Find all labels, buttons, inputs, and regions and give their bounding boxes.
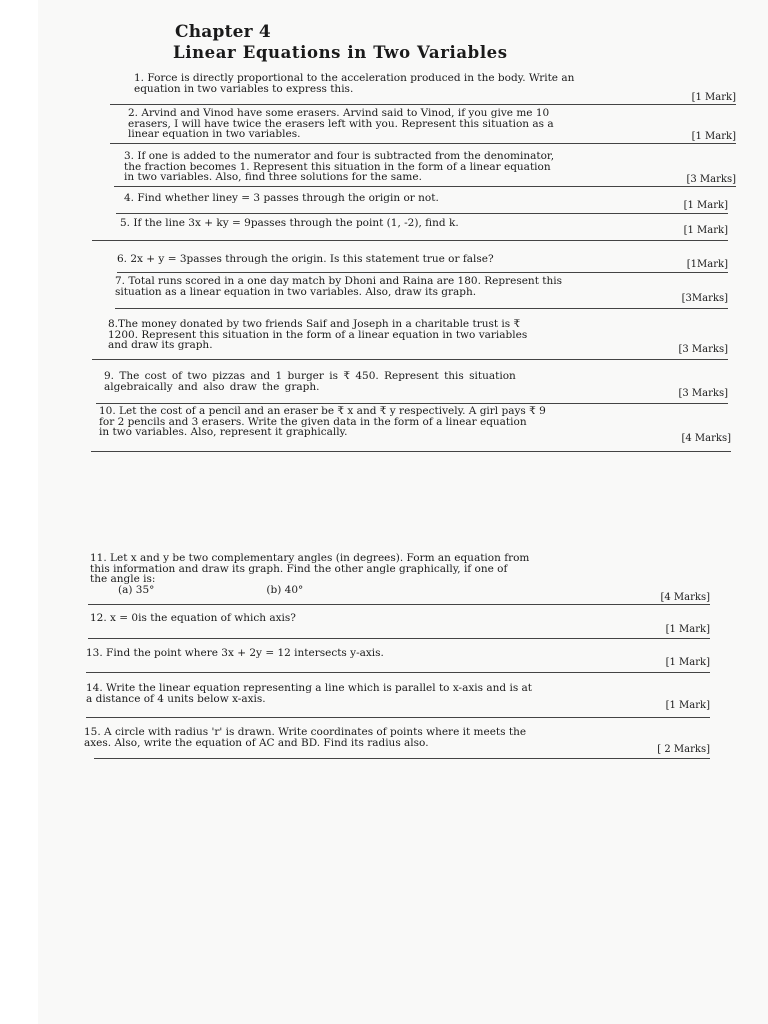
question-text: 7. Total runs scored in a one day match by Dhoni and Raina are 180. Represent this situation as a linear equation in two variables. Also, draw its graph. — [115, 275, 562, 298]
question-3 — [124, 151, 736, 191]
marks-label: [3 Marks] — [686, 174, 736, 185]
marks-label: [1 Mark] — [691, 131, 736, 142]
question-text: 1. Force is directly proportional to the acceleration produced in the body. Write an equation in two variables to express this. — [134, 72, 575, 95]
option-a: (a) 35° — [118, 583, 155, 596]
question-text: 15. A circle with radius 'r' is drawn. Write coordinates of points where it meets the axes. Also, write the equation of AC and BD. Find its radius also. — [84, 726, 527, 749]
question-text: 6. 2x + y = 3passes through the origin. Is this statement true or false? — [117, 253, 494, 265]
divider — [117, 272, 728, 273]
question-text: 3. If one is added to the numerator and four is subtracted from the denominator, the fraction becomes 1. Represent this situation in the form of a linear equation in two variables. Also, find three solutions for the same. — [124, 150, 555, 183]
question-14 — [86, 683, 710, 719]
divider — [91, 451, 731, 452]
marks-label: [1 Mark] — [665, 657, 710, 668]
question-text: 11. Let x and y be two complementary angles (in degrees). Form an equation from this information and draw its graph. Find the other angle graphically, if one of the angle is: — [90, 552, 530, 585]
question-12 — [90, 613, 710, 641]
answer-options — [90, 585, 710, 596]
marks-label: [1Mark] — [686, 259, 728, 270]
divider — [114, 186, 736, 187]
marks-label: [ 2 Marks] — [657, 744, 710, 755]
question-text: 10. Let the cost of a pencil and an eraser be ₹ x and ₹ y respectively. A girl pays ₹ 9 for 2 pencils and 3 erasers. Write the given data in the form of a linear equation in two variables. Also, represent it graphically. — [99, 405, 546, 438]
question-10 — [99, 406, 731, 454]
marks-label: [3 Marks] — [678, 388, 728, 399]
question-1 — [128, 73, 736, 107]
marks-label: [1 Mark] — [683, 200, 728, 211]
question-text: 14. Write the linear equation representing a line which is parallel to x-axis and is at a distance of 4 units below x-axis. — [86, 682, 533, 705]
question-15 — [84, 727, 710, 761]
divider — [86, 672, 710, 673]
marks-label: [4 Marks] — [660, 592, 710, 603]
divider — [94, 758, 710, 759]
question-text: 9. The cost of two pizzas and 1 burger is ₹ 450. Represent this situation algebraically and also draw the graph. — [104, 370, 516, 393]
marks-label: [1 Mark] — [665, 624, 710, 635]
question-11 — [90, 553, 710, 605]
question-text: 2. Arvind and Vinod have some erasers. Arvind said to Vinod, if you give me 10 erasers, I will have twice the erasers left with you. Represent this situation as a linear equation in two variables. — [128, 107, 554, 140]
divider — [110, 104, 736, 105]
divider — [88, 638, 710, 639]
question-13 — [86, 648, 710, 674]
marks-label: [1 Mark] — [691, 92, 736, 103]
divider — [110, 143, 736, 144]
question-text: 13. Find the point where 3x + 2y = 12 intersects y-axis. — [86, 647, 384, 659]
question-2 — [128, 108, 736, 146]
marks-label: [4 Marks] — [681, 433, 731, 444]
marks-label: [1 Mark] — [665, 700, 710, 711]
divider — [96, 403, 728, 404]
marks-label: [3Marks] — [681, 293, 728, 304]
question-4 — [124, 193, 728, 215]
chapter-title: Linear Equations in Two Variables — [173, 43, 508, 62]
question-7 — [115, 276, 728, 310]
question-text: 12. x = 0is the equation of which axis? — [90, 612, 296, 624]
chapter-heading: Chapter 4 — [175, 22, 271, 42]
option-b: (b) 40° — [266, 583, 304, 596]
question-9 — [104, 371, 728, 405]
question-8 — [108, 319, 728, 361]
divider — [115, 308, 728, 309]
marks-label: [3 Marks] — [678, 344, 728, 355]
marks-label: [1 Mark] — [683, 225, 728, 236]
divider — [92, 240, 728, 241]
question-text: 4. Find whether liney = 3 passes through the origin or not. — [124, 192, 439, 204]
question-text: 8.The money donated by two friends Saif and Joseph in a charitable trust is ₹ 1200. Represent this situation in the form of a linear equation in two variables and draw its graph. — [108, 318, 528, 351]
question-5 — [120, 218, 728, 242]
question-text: 5. If the line 3x + ky = 9passes through the point (1, -2), find k. — [120, 217, 459, 229]
divider — [116, 213, 728, 214]
question-6 — [117, 254, 728, 274]
divider — [88, 604, 710, 605]
divider — [92, 359, 728, 360]
divider — [86, 717, 710, 718]
